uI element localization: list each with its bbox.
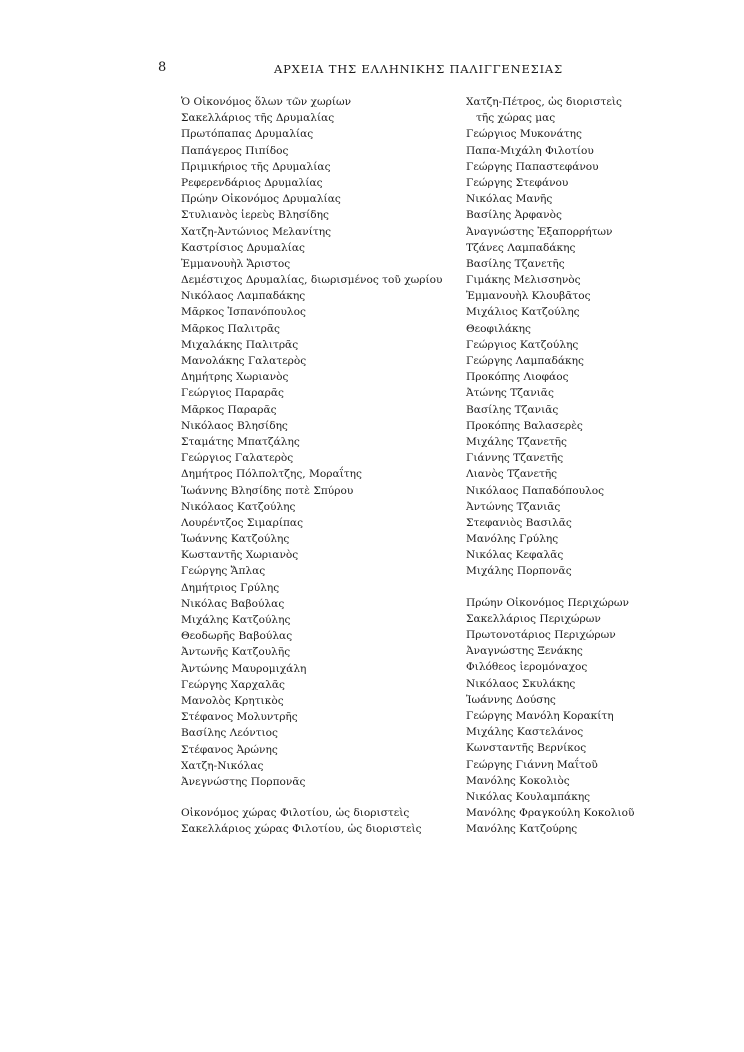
name-line: Δημήτρης Χωριανὸς	[181, 371, 289, 384]
name-line: Βασίλης Λεόντιος	[181, 727, 278, 740]
name-line: Ἀναγνώστης Ἐξαπορρήτων	[466, 225, 613, 238]
name-line: Γιμάκης Μελισσηνὸς	[466, 274, 581, 287]
name-line: Νικόλας Βαβούλας	[181, 597, 285, 610]
name-line: Νικόλαος Κατζούλης	[181, 500, 296, 513]
name-line: Ἐμμανουὴλ Ἄριστος	[181, 257, 291, 270]
name-line: Μιχάλης Τζανετῆς	[466, 435, 567, 448]
name-line: Ἐμμανουὴλ Κλουβᾶτος	[466, 290, 591, 303]
name-line: Σταμάτης Μπατζάλης	[181, 435, 300, 448]
name-line: Νικόλαος Βλησίδης	[181, 419, 288, 432]
name-line: Μανόλης Κοκολιὸς	[466, 774, 570, 787]
name-line: Γεώργης Παπαστεφάνου	[466, 160, 599, 173]
name-line: Μανόλης Γρύλης	[466, 533, 559, 546]
name-line: Στέφανος Μολυντρῆς	[181, 711, 298, 724]
name-line: Γιάννης Τζανετῆς	[466, 452, 564, 465]
name-line: Πριμικήριος τῆς Δρυμαλίας	[181, 160, 331, 173]
name-line: Μᾶρκος Ἱσπανόπουλος	[181, 306, 306, 319]
name-line: Νικόλαος Σκυλάκης	[466, 677, 576, 690]
right-column	[466, 94, 706, 837]
name-line: Μανόλης Φραγκούλη Κοκολιοῦ	[466, 807, 635, 820]
name-line: Κωνσταντῆς Βερνίκος	[466, 742, 587, 755]
name-line: Ἀτώνης Τζανιᾶς	[466, 387, 554, 400]
name-line: Ἰωάννης Κατζούλης	[181, 533, 290, 546]
name-line: Πρώην Οἰκονόμος Περιχώρων	[466, 596, 629, 609]
name-line: Χατζη-Νικόλας	[181, 759, 264, 772]
name-line: Μιχαλάκης Παλιτρᾶς	[181, 338, 299, 351]
name-line: Καστρίσιος Δρυμαλίας	[181, 241, 305, 254]
name-line: Βασίλης Ἀρφανὸς	[466, 209, 562, 222]
name-line: Θεοδωρῆς Βαβούλας	[181, 630, 293, 643]
name-line: Μιχάλιος Κατζούλης	[466, 306, 580, 319]
name-line: Παπα-Μιχάλη Φιλοτίου	[466, 144, 594, 157]
name-line: Μανολὸς Κρητικὸς	[181, 694, 284, 707]
name-line: Νικόλαος Παπαδόπουλος	[466, 484, 605, 497]
name-line: Μιχάλης Καστελάνος	[466, 726, 584, 739]
name-line: Γεώργης Λαμπαδάκης	[466, 355, 584, 367]
name-line: Λιανὸς Τζανετῆς	[466, 468, 558, 481]
name-line: Μανόλης Κατζούρης	[466, 823, 578, 836]
name-line: Γεώργης Μανόλη Κορακίτη	[466, 709, 614, 722]
left-gap	[181, 790, 453, 805]
name-line: Ἰωάννης Βλησίδης ποτὲ Σπύρου	[181, 484, 354, 497]
name-line: Οἰκονόμος χώρας Φιλοτίου, ὡς διοριστεὶς	[181, 807, 410, 820]
name-line: Μᾶρκος Παλιτρᾶς	[181, 322, 280, 335]
name-line: Φιλόθεος ἱερομόναχος	[466, 661, 588, 674]
right-name-list	[466, 94, 706, 580]
name-line: Γεώργιος Παραρᾶς	[181, 387, 284, 400]
name-line: Δεμέστιχος Δρυμαλίας, διωρισμένος τοῦ χωρίου	[181, 274, 443, 287]
name-line: Πρωτονοτάριος Περιχώρων	[466, 629, 616, 641]
name-line: Στυλιανὸς ἱερεὺς Βλησίδης	[181, 209, 329, 222]
right-second-group-list	[466, 595, 706, 838]
name-line: Νικόλας Μανῆς	[466, 193, 553, 206]
name-line: Στεφανιὸς Βασιλᾶς	[466, 516, 572, 529]
name-line: Μιχάλης Κατζούλης	[181, 614, 291, 626]
name-line: Σακελλάριος Περιχώρων	[466, 612, 601, 625]
name-line: Ἀντωνῆς Κατζουλῆς	[181, 646, 291, 659]
right-gap	[466, 580, 706, 595]
name-line: Δημήτρος Πόλπολτζης, Μοραΐτης	[181, 468, 362, 481]
name-line: τῆς χώρας μας	[476, 112, 556, 125]
name-line: Μᾶρκος Παραρᾶς	[181, 403, 277, 416]
name-line: Ἀναγνώστης Ξενάκης	[466, 645, 583, 658]
name-line: Πρώην Οἰκονόμος Δρυμαλίας	[181, 193, 341, 206]
page-number: 8	[158, 60, 167, 75]
name-line: Ἀντώνης Τζανιᾶς	[466, 500, 561, 513]
name-line: Ἀντώνης Μαυρομιχάλη	[181, 662, 307, 675]
name-line: Χατζη-Πέτρος, ὡς διοριστεὶς	[466, 96, 622, 108]
name-line: Νικόλας Κουλαμπάκης	[466, 790, 591, 803]
name-line: Γεώργης Ἄπλας	[181, 565, 266, 578]
name-line: Ὁ Οἰκονόμος ὅλων τῶν χωρίων	[181, 96, 352, 108]
name-line: Ἰωάννης Δούσης	[466, 693, 556, 706]
left-trailer-list	[181, 805, 453, 837]
name-line: Γεώργης Στεφάνου	[466, 176, 569, 189]
name-line: Θεοφιλάκης	[466, 322, 531, 335]
name-line: Ρεφερενδάριος Δρυμαλίας	[181, 176, 323, 189]
name-line: Πρωτόπαπας Δρυμαλίας	[181, 128, 314, 141]
name-line: Μιχάλης Πορπονᾶς	[466, 565, 572, 578]
running-title: ΑΡΧΕΙΑ ΤΗΣ ΕΛΛΗΝΙΚΗΣ ΠΑΛΙΓΓΕΝΕΣΙΑΣ	[274, 62, 563, 76]
name-line: Βασίλης Τζανιᾶς	[466, 403, 559, 416]
name-line: Γεώργης Χαρχαλᾶς	[181, 678, 285, 691]
name-line: Σακελλάριος τῆς Δρυμαλίας	[181, 112, 335, 125]
name-line: Δημήτριος Γρύλης	[181, 581, 280, 594]
name-line: Προκόπης Λιοφάος	[466, 371, 569, 384]
name-line: Κωσταντῆς Χωριανὸς	[181, 549, 299, 562]
name-line: Μανολάκης Γαλατερὸς	[181, 355, 307, 367]
name-line: Γεώργιος Μυκονάτης	[466, 128, 582, 141]
name-line: Λουρέντζος Σιμαρίπας	[181, 516, 304, 529]
name-line: Γεώργιος Γαλατερὸς	[181, 452, 294, 465]
name-line: Τζάνες Λαμπαδάκης	[466, 241, 576, 254]
left-column	[181, 94, 453, 837]
name-line: Προκόπης Βαλασερὲς	[466, 419, 583, 432]
name-line: Νικόλαος Λαμπαδάκης	[181, 290, 306, 303]
name-line: Σακελλάριος χώρας Φιλοτίου, ὡς διοριστεὶς	[181, 823, 422, 836]
name-line: Παπάγερος Πιπίδος	[181, 144, 289, 157]
name-line: Γεώργης Γιάννη Μαΐτοῦ	[466, 758, 598, 771]
name-line: Βασίλης Τζανετῆς	[466, 257, 565, 270]
name-line: Στέφανος Ἀρώνης	[181, 743, 278, 756]
name-line: Νικόλας Κεφαλᾶς	[466, 549, 564, 562]
name-line: Γεώργιος Κατζούλης	[466, 338, 579, 351]
left-name-list	[181, 94, 453, 790]
name-line: Ἀνεγνώστης Πορπονᾶς	[181, 775, 306, 788]
name-line: Χατζη-Ἀντώνιος Μελανίτης	[181, 225, 332, 238]
